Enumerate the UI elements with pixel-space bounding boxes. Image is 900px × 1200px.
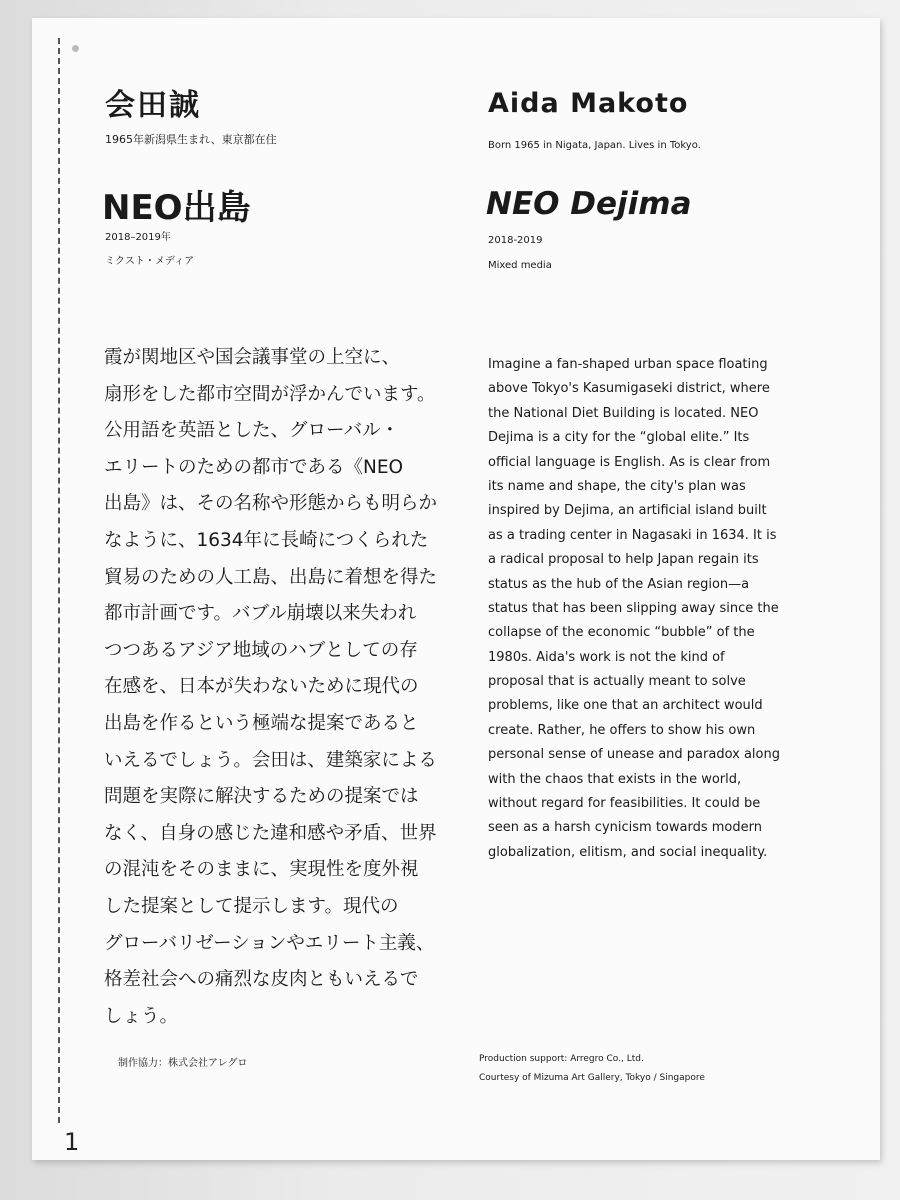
description-line: as a trading center in Nagasaki in 1634. It is [488, 527, 777, 543]
artist-bio-japanese: 1965年新潟県生まれ、東京都在住 [105, 133, 277, 146]
description-line: problems, like one that an architect would [488, 698, 763, 714]
description-line: なく、自身の感じた違和感や矛盾、世界 [104, 822, 437, 844]
page-number: 1 [64, 1128, 80, 1156]
description-line: 霞が関地区や国会議事堂の上空に、 [104, 347, 401, 368]
description-line: 問題を実際に解決するための提案では [104, 786, 419, 808]
description-line: personal sense of unease and paradox along [488, 747, 780, 763]
artwork-title-english: NEO Dejima [486, 186, 692, 222]
description-line: 在感を、日本が失わないために現代の [104, 676, 419, 698]
description-line: 貿易のための人工島、出島に着想を得た [104, 566, 438, 588]
description-line: エリートのための都市である《NEO [104, 456, 404, 478]
description-line: create. Rather, he offers to show his own [488, 722, 756, 738]
description-line: グローバリゼーションやエリート主義、 [104, 932, 435, 954]
dashed-guide-line [58, 38, 60, 1123]
description-line: の混沌をそのままに、実現性を度外視 [104, 859, 419, 881]
description-line: なように、1634年に長崎につくられた [104, 529, 429, 551]
description-japanese [104, 340, 464, 1035]
description-line: with the chaos that exists in the world, [488, 771, 742, 787]
description-line: a radical proposal to help Japan regain its [488, 552, 759, 568]
description-line: without regard for feasibilities. It could be [488, 796, 761, 812]
description-line: Dejima is a city for the “global elite.” Its [488, 430, 750, 446]
description-line: 扇形をした都市空間が浮かんでいます。 [104, 383, 436, 405]
credit-production-english: Production support: Arregro Co., Ltd. [479, 1054, 644, 1064]
description-line: globalization, elitism, and social inequality. [488, 844, 768, 860]
credit-japanese: 制作協力：株式会社アレグロ [118, 1058, 248, 1069]
description-line: 公用語を英語とした、グローバル・ [104, 420, 400, 442]
artwork-medium-english: Mixed media [488, 260, 552, 271]
description-line: status as the hub of the Asian region—a [488, 576, 750, 592]
description-line: いえるでしょう。会田は、建築家による [104, 749, 437, 771]
description-line: 都市計画です。バブル崩壊以来失われ [104, 603, 417, 625]
description-line: proposal that is actually meant to solve [488, 674, 746, 690]
artist-bio-english: Born 1965 in Nigata, Japan. Lives in Tokyo. [488, 140, 701, 151]
artwork-medium-japanese: ミクスト・メディア [105, 256, 195, 267]
artwork-title-japanese: NEO出島 [102, 188, 251, 228]
artist-name-japanese: 会田誠 [105, 88, 201, 123]
description-english [488, 353, 833, 865]
description-line: seen as a harsh cynicism towards modern [488, 820, 762, 836]
credit-courtesy-english: Courtesy of Mizuma Art Gallery, Tokyo / Singapore [479, 1073, 705, 1083]
description-line: 格差社会への痛烈な皮肉ともいえるで [104, 969, 419, 991]
description-line: collapse of the economic “bubble” of the [488, 625, 755, 641]
artwork-year-japanese: 2018–2019年 [105, 232, 171, 243]
description-line: status that has been slipping away since the [488, 600, 779, 616]
description-line: Imagine a fan-shaped urban space floating [488, 357, 768, 372]
description-line: inspired by Dejima, an artificial island built [488, 503, 767, 519]
mounting-hole [72, 45, 79, 52]
description-line: 出島》は、その名称や形態からも明らか [104, 493, 438, 515]
description-line: the National Diet Building is located. NEO [488, 405, 759, 421]
description-line: its name and shape, the city's plan was [488, 478, 746, 494]
description-line: 1980s. Aida's work is not the kind of [488, 649, 725, 665]
description-line: 出島を作るという極端な提案であると [104, 712, 419, 734]
description-line: しょう。 [104, 1005, 179, 1027]
description-line: した提案として提示します。現代の [104, 895, 399, 917]
artist-name-english: Aida Makoto [488, 88, 689, 119]
artwork-year-english: 2018-2019 [488, 235, 543, 246]
description-line: above Tokyo's Kasumigaseki district, where [488, 381, 770, 397]
description-line: official language is English. As is clear from [488, 454, 771, 470]
description-line: つつあるアジア地域のハブとしての存 [104, 639, 418, 661]
